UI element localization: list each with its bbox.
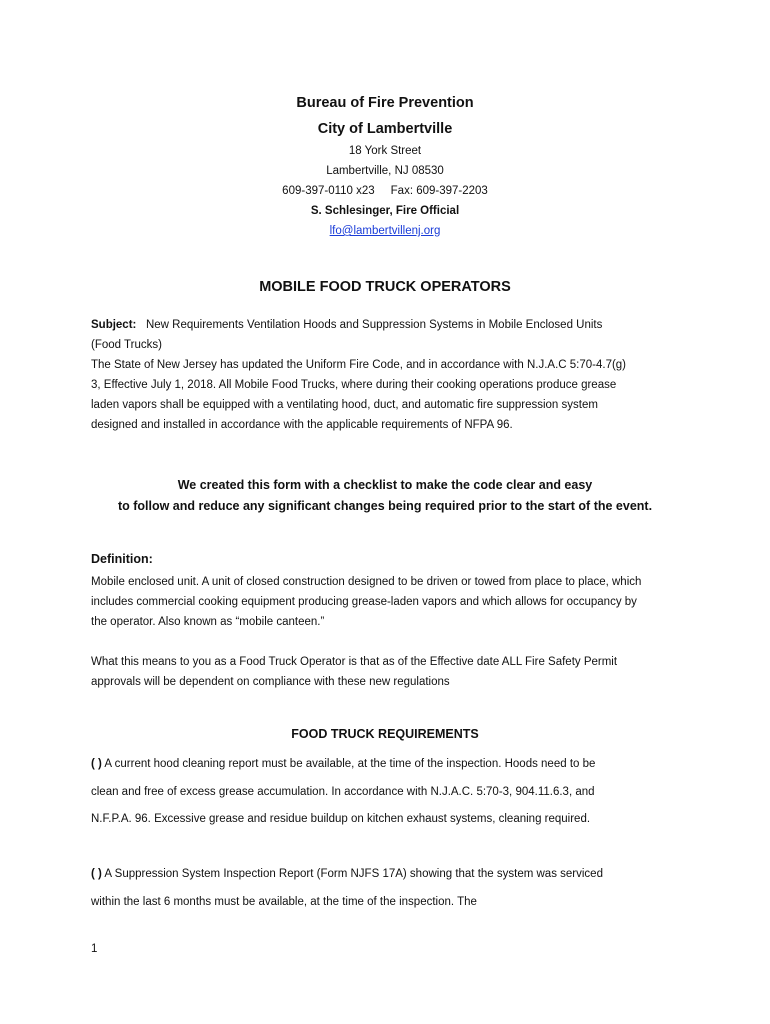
bureau-heading: Bureau of Fire Prevention — [296, 95, 474, 111]
city-heading: City of Lambertville — [317, 121, 453, 137]
intro-paragraph: The State of New Jersey has updated the Uniform Fire Code, and in accordance with N.J.A.C 5:70-4.7(g) 3, Effective July 1, 2018. All Mobile Food Trucks, where during their cooking operations produce grease laden vapors shall be equipped with a ventilating hood, duct, and automatic fire suppression system designed and installed in accordance with the applicable requirements of NFPA 96. — [91, 359, 627, 431]
street-address: 18 York Street — [348, 145, 422, 157]
definition-heading: Definition: — [91, 552, 153, 566]
page-number: 1 — [91, 943, 98, 955]
emphasis-line-2: to follow and reduce any significant changes being required prior to the start of the event. — [117, 499, 653, 513]
fire-official: S. Schlesinger, Fire Official — [310, 205, 460, 217]
requirement-text-1: A current hood cleaning report must be available, at the time of the inspection. Hoods need to be clean and free of excess grease accumulation. In accordance with N.J.A.C. 5:70-3, 904.11.6.3, and N.F.P.A. 96. Excessive grease and residue buildup on kitchen exhaust systems, cleaning required. — [91, 758, 596, 825]
requirement-item-1 — [91, 751, 611, 834]
definition-text: Mobile enclosed unit. A unit of closed construction designed to be driven or towed from place to place, which includes commercial cooking equipment producing grease-laden vapors and which allows for occupancy by the operator. Also known as “mobile canteen.” — [91, 576, 642, 628]
email-link[interactable]: lfo@lambertvillenj.org — [329, 225, 441, 237]
requirement-item-2 — [91, 861, 611, 916]
requirements-heading: FOOD TRUCK REQUIREMENTS — [291, 727, 479, 741]
checkbox-1[interactable]: ( ) — [91, 758, 102, 770]
subject-label: Subject: — [91, 319, 137, 331]
checkbox-2[interactable]: ( ) — [91, 868, 102, 880]
phone-fax: 609-397-0110 x23 Fax: 609-397-2203 — [282, 185, 488, 197]
document-title: MOBILE FOOD TRUCK OPERATORS — [259, 279, 511, 295]
emphasis-line-1: We created this form with a checklist to make the code clear and easy — [177, 478, 593, 492]
subject-text: New Requirements Ventilation Hoods and Suppression Systems in Mobile Enclosed Units (Food Trucks) — [91, 319, 603, 351]
requirement-text-2: A Suppression System Inspection Report (Form NJFS 17A) showing that the system was serviced within the last 6 months must be available, at the time of the inspection. The — [91, 868, 603, 908]
meaning-paragraph: What this means to you as a Food Truck Operator is that as of the Effective date ALL Fire Safety Permit approvals will be dependent on compliance with these new regulations — [91, 656, 618, 688]
email-row — [0, 225, 770, 237]
subject-paragraph — [91, 315, 631, 355]
city-state-zip: Lambertville, NJ 08530 — [326, 165, 444, 177]
